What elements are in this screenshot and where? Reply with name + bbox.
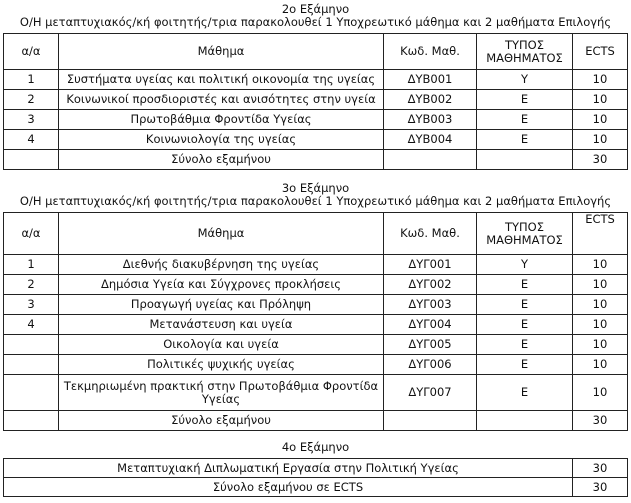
total-ects: 30	[573, 150, 628, 170]
cell-type: Ε	[477, 335, 573, 355]
header-course: Μάθημα	[59, 34, 384, 70]
header-aa: α/α	[4, 34, 59, 70]
cell-type: Ε	[477, 295, 573, 315]
cell-course: Κοινωνικοί προσδιοριστές και ανισότητες στην υγεία	[59, 90, 384, 110]
cell-aa	[4, 335, 59, 355]
cell-code: ΔΥΓ006	[384, 355, 477, 375]
semester3-subtitle: Ο/Η μεταπτυχιακός/κή φοιτητής/τρια παρακολουθεί 1 Υποχρεωτικό μάθημα και 2 μαθήματα Επιλογής	[19, 194, 612, 208]
cell-code: ΔΥΓ003	[384, 295, 477, 315]
table-row	[4, 255, 628, 275]
thesis-ects: 30	[573, 459, 628, 478]
cell-code: ΔΥΒ002	[384, 90, 477, 110]
table-row	[4, 295, 628, 315]
cell-ects: 10	[573, 275, 628, 295]
thesis-label: Μεταπτυχιακή Διπλωματική Εργασία στην Πολιτική Υγείας	[4, 459, 573, 478]
semester4-title: 4ο Εξάμηνο	[281, 440, 350, 454]
cell-code: ΔΥΓ005	[384, 335, 477, 355]
total-row	[4, 150, 628, 170]
semester2-table	[3, 33, 628, 170]
cell-type: Υ	[477, 255, 573, 275]
cell-course: Οικολογία και υγεία	[59, 335, 384, 355]
cell-aa: 2	[4, 90, 59, 110]
cell-code: ΔΥΓ007	[384, 375, 477, 411]
semester2-title: 2ο Εξάμηνο	[281, 2, 350, 16]
semester4-table	[3, 458, 628, 497]
cell-code: ΔΥΓ002	[384, 275, 477, 295]
header-type: ΤΥΠΟΣ ΜΑΘΗΜΑΤΟΣ	[477, 213, 573, 255]
table-header-row	[4, 213, 628, 255]
cell-aa: 1	[4, 255, 59, 275]
semester3-title: 3ο Εξάμηνο	[281, 181, 350, 195]
header-ects: ECTS	[573, 213, 628, 255]
table-row	[4, 355, 628, 375]
cell-course: Μετανάστευση και υγεία	[59, 315, 384, 335]
cell-ects: 10	[573, 255, 628, 275]
cell-type: Ε	[477, 275, 573, 295]
cell-course: Προαγωγή υγείας και Πρόληψη	[59, 295, 384, 315]
cell-ects: 10	[573, 130, 628, 150]
table-row	[4, 110, 628, 130]
cell-course: Κοινωνιολογία της υγείας	[59, 130, 384, 150]
cell-course: Δημόσια Υγεία και Σύγχρονες προκλήσεις	[59, 275, 384, 295]
cell-code	[384, 150, 477, 170]
cell-ects: 10	[573, 295, 628, 315]
semester2-subtitle: Ο/Η μεταπτυχιακός/κή φοιτητής/τρια παρακολουθεί 1 Υποχρεωτικό μάθημα και 2 μαθήματα Επιλογής	[19, 15, 612, 29]
cell-code: ΔΥΓ001	[384, 255, 477, 275]
cell-type: Ε	[477, 315, 573, 335]
cell-code: ΔΥΒ003	[384, 110, 477, 130]
cell-course: Πολιτικές ψυχικής υγείας	[59, 355, 384, 375]
total-ects: 30	[573, 411, 628, 431]
cell-ects: 10	[573, 110, 628, 130]
cell-type	[477, 411, 573, 431]
cell-aa: 3	[4, 295, 59, 315]
cell-ects: 10	[573, 90, 628, 110]
cell-type: Ε	[477, 130, 573, 150]
table-row	[4, 70, 628, 90]
table-row	[4, 375, 628, 411]
cell-aa: 1	[4, 70, 59, 90]
total-row	[4, 411, 628, 431]
cell-code: ΔΥΒ004	[384, 130, 477, 150]
header-type: ΤΥΠΟΣ ΜΑΘΗΜΑΤΟΣ	[477, 34, 573, 70]
cell-course: Διεθνής διακυβέρνηση της υγείας	[59, 255, 384, 275]
cell-course: Συστήματα υγείας και πολιτική οικονομία της υγείας	[59, 70, 384, 90]
cell-aa: 4	[4, 130, 59, 150]
cell-type	[477, 150, 573, 170]
cell-aa	[4, 150, 59, 170]
cell-code: ΔΥΓ004	[384, 315, 477, 335]
cell-type: Ε	[477, 355, 573, 375]
cell-aa: 2	[4, 275, 59, 295]
table-row	[4, 130, 628, 150]
cell-type: Ε	[477, 110, 573, 130]
cell-aa	[4, 355, 59, 375]
total-label: Σύνολο εξαμήνου	[59, 411, 384, 431]
cell-ects: 10	[573, 70, 628, 90]
cell-aa: 4	[4, 315, 59, 335]
semester3-table	[3, 212, 628, 431]
header-aa: α/α	[4, 213, 59, 255]
cell-type: Ε	[477, 375, 573, 411]
cell-ects: 10	[573, 335, 628, 355]
table-row	[4, 90, 628, 110]
cell-ects: 10	[573, 355, 628, 375]
total-row	[4, 478, 628, 497]
cell-course: Πρωτοβάθμια Φροντίδα Υγείας	[59, 110, 384, 130]
cell-code	[384, 411, 477, 431]
total-label: Σύνολο εξαμήνου	[59, 150, 384, 170]
cell-aa: 3	[4, 110, 59, 130]
cell-ects: 10	[573, 315, 628, 335]
table-row	[4, 335, 628, 355]
header-course: Μάθημα	[59, 213, 384, 255]
table-header-row	[4, 34, 628, 70]
table-row	[4, 315, 628, 335]
total-ects: 30	[573, 478, 628, 497]
table-row	[4, 275, 628, 295]
cell-course: Τεκμηριωμένη πρακτική στην Πρωτοβάθμια Φροντίδα Υγείας	[59, 375, 384, 411]
thesis-row	[4, 459, 628, 478]
cell-type: Υ	[477, 70, 573, 90]
header-code: Κωδ. Μαθ.	[384, 34, 477, 70]
cell-type: Ε	[477, 90, 573, 110]
cell-aa	[4, 375, 59, 411]
header-code: Κωδ. Μαθ.	[384, 213, 477, 255]
cell-aa	[4, 411, 59, 431]
header-ects: ECTS	[573, 34, 628, 70]
cell-code: ΔΥΒ001	[384, 70, 477, 90]
total-label: Σύνολο εξαμήνου σε ECTS	[4, 478, 573, 497]
cell-ects: 10	[573, 375, 628, 411]
